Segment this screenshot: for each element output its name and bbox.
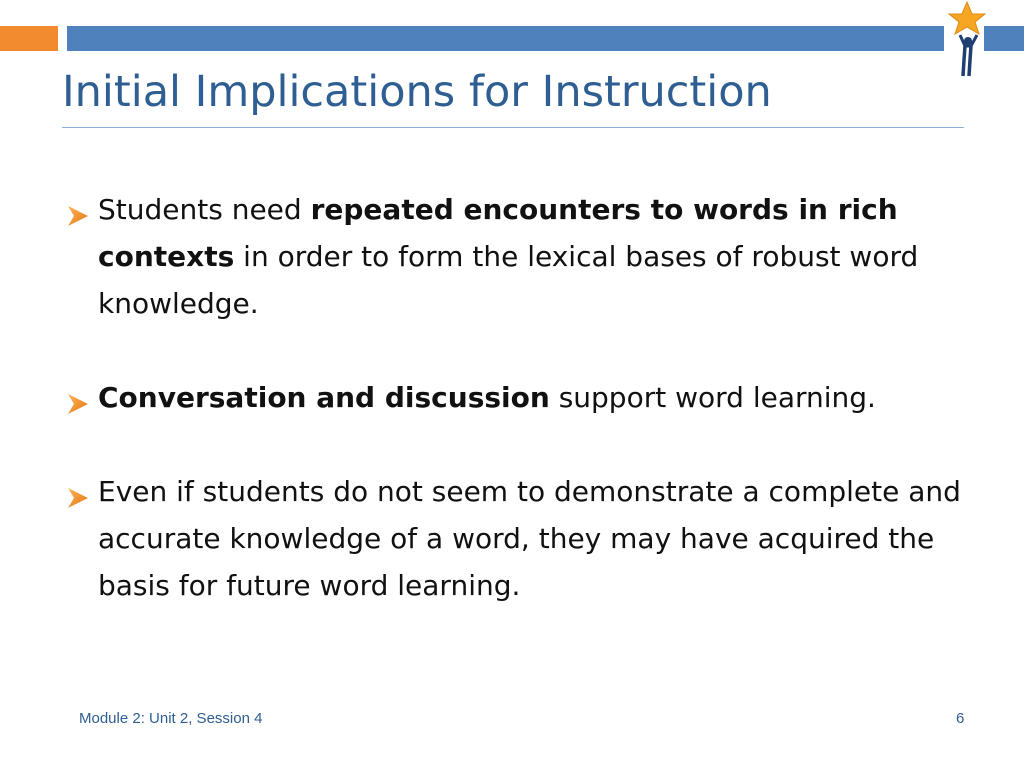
bullet-text: Students need: [98, 193, 311, 226]
footer-page-number: 6: [956, 710, 965, 727]
bullet-bold-text: repeated encounters to words in rich contexts: [98, 193, 898, 273]
header-accent-blue: [67, 26, 944, 51]
bullet-text: support word learning.: [549, 381, 876, 414]
bullet-text: Even if students do not seem to demonstrate a complete and accurate knowledge of a word, they may have acquired the basis for future word learning.: [98, 475, 961, 602]
slide-title: Initial Implications for Instruction: [62, 67, 772, 117]
bullet-item: [66, 186, 966, 327]
orange-arrow-bullet-icon: [66, 384, 92, 410]
bullet-item: [66, 374, 966, 421]
header-accent-blue-tail: [984, 26, 1024, 51]
orange-arrow-bullet-icon: [66, 196, 92, 222]
bullet-bold-text: Conversation and discussion: [98, 381, 550, 414]
title-underline: [62, 127, 964, 128]
header-accent-orange: [0, 26, 58, 51]
orange-arrow-bullet-icon: [66, 478, 92, 504]
bullet-item: [66, 468, 966, 609]
bullet-list: [66, 186, 966, 609]
star-person-logo-icon: [946, 0, 988, 82]
bullet-text: in order to form the lexical bases of robust word knowledge.: [98, 240, 919, 320]
footer-module-label: Module 2: Unit 2, Session 4: [79, 710, 263, 727]
